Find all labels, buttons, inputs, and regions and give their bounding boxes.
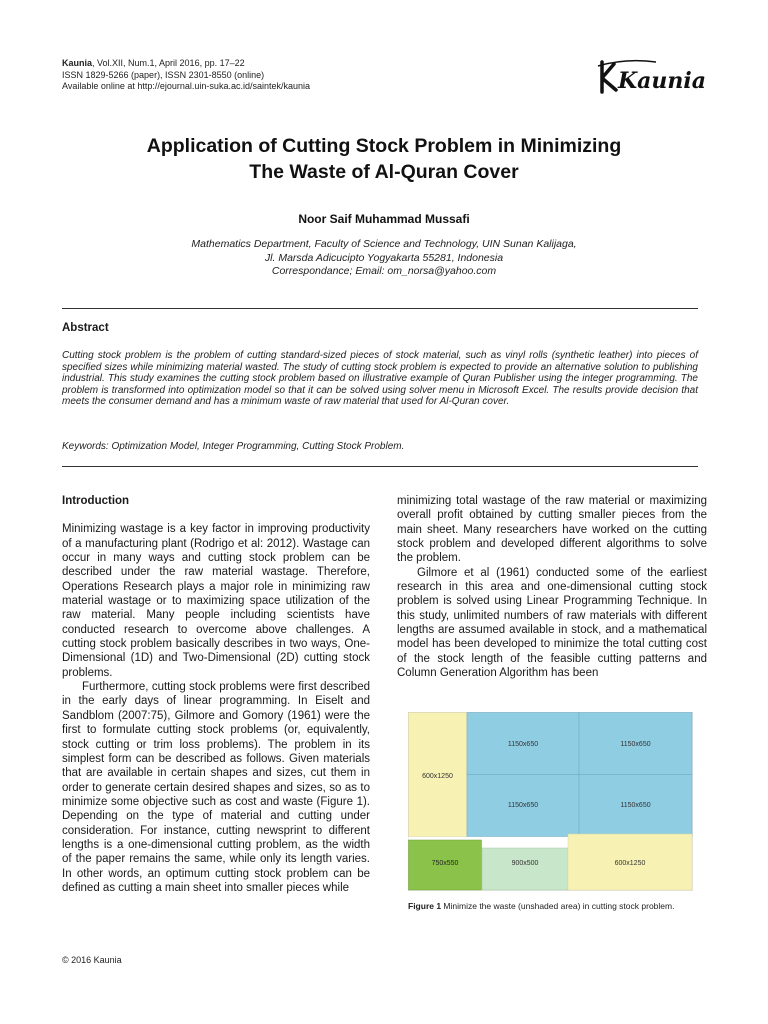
right-column bbox=[397, 494, 707, 680]
copyright-footer: © 2016 Kaunia bbox=[62, 955, 122, 965]
author-name: Noor Saif Muhammad Mussafi bbox=[298, 212, 470, 226]
journal-name: Kaunia bbox=[62, 58, 93, 68]
title-line-1: Application of Cutting Stock Problem in Minimizing bbox=[146, 135, 622, 157]
journal-header bbox=[62, 58, 310, 93]
abstract-text: Cutting stock problem is the problem of cutting standard-sized pieces of stock material, such as vinyl rolls (synthetic leather) into pieces of specified sizes while minimizing material wasted. The study of cutting stock problem is expected to provide an alternative solution to publishing industrial. This study examines the cutting stock problem based on illustrative example of Quran Publisher using the integer programming. The problem is transformed into optimization model so that it can be solved using solver menu in Microsoft Excel. The results provide decision that meets the consumer demand and has a minimum waste of raw material that used for Al-Quran cover. bbox=[62, 350, 698, 408]
abstract-heading: Abstract bbox=[62, 322, 109, 334]
left-column bbox=[62, 494, 370, 895]
piece-label-bottom-1: 750x550 bbox=[431, 860, 459, 867]
piece-bottom-2 bbox=[482, 848, 568, 890]
piece-label-mid-right: 1150x650 bbox=[620, 802, 651, 809]
divider-bottom bbox=[62, 466, 698, 467]
affiliation-line-3: Correspondance; Email: om_norsa@yahoo.com bbox=[271, 265, 497, 277]
piece-label-bottom-2: 900x500 bbox=[511, 860, 539, 867]
kaunia-logo bbox=[596, 56, 706, 96]
cutting-stock-figure bbox=[408, 712, 693, 891]
figure-caption bbox=[408, 901, 698, 912]
keywords: Keywords: Optimization Model, Integer Programming, Cutting Stock Problem. bbox=[62, 441, 405, 452]
intro-paragraph-3: minimizing total wastage of the raw material or maximizing overall profit obtained by cutting smaller pieces from the main sheet. Many researchers have worked on the cutting stock problem and developed different algorithms to solve the problem. bbox=[397, 495, 707, 565]
figure-caption-text: Minimize the waste (unshaded area) in cutting stock problem. bbox=[441, 901, 675, 911]
intro-paragraph-4: Gilmore et al (1961) conducted some of the earliest research in this area and one-dimensional cutting stock problem is solved using Linear Programming Technique. In this study, unlimited numbers of raw materials with different lengths are assumed available in stock, and a mathematical model has been developed to minimize the total cutting cost of the stock length of the feasible cutting patterns and Column Generation Algorithm has been bbox=[397, 566, 707, 680]
issn-line: ISSN 1829-5266 (paper), ISSN 2301-8550 (online) bbox=[62, 69, 265, 80]
figure-caption-label: Figure 1 bbox=[408, 901, 442, 911]
journal-citation bbox=[62, 58, 310, 70]
logo-text: Kaunia bbox=[618, 68, 706, 94]
intro-paragraph-1: Minimizing wastage is a key factor in improving productivity of a manufacturing plant (Rodrigo et al: 2012). Wastage can occur in many ways and cutting stock problem can be described under the raw material wastage. Therefore, Operations Research plays a major role in minimizing raw material wastage or to maximizing space utilization of the raw material. Many people including scientists have conducted research to overcome above challenges. A cutting stock problem basically describes in two ways, One-Dimensional (1D) and Two-Dimensional (2D) cutting stock problems. bbox=[62, 523, 370, 679]
piece-label-bottom-3: 600x1250 bbox=[614, 860, 646, 867]
title-line-2: The Waste of Al-Quran Cover bbox=[249, 161, 519, 183]
affiliation bbox=[40, 238, 728, 279]
paper-title bbox=[40, 133, 728, 185]
intro-paragraph-2: Furthermore, cutting stock problems were first described in the early days of linear programming. In Eiselt and Sandblom (2007:75), Gilmore and Gomory (1961) were the first to formulate cutting stock problems (or, equivalently, stock cutting or trim loss problems). The problem in its simplest form can be described as follows. Given materials that are available in certain shapes and sizes, cut them in order to generate certain desired shapes and sizes, so as to minimize some objective such as cost and waste (Figure 1). Depending on the type of material and cutting under consideration. For instance, cutting newsprint to different lengths is a one-dimensional cutting problem, as the width of the paper remains the same, while only its length varies. In other words, an optimum cutting stock problem can be defined as cutting a main sheet into smaller pieces while bbox=[62, 681, 370, 894]
available-online-line[interactable]: Available online at http://ejournal.uin-suka.ac.id/saintek/kaunia bbox=[62, 81, 310, 91]
introduction-heading: Introduction bbox=[62, 495, 130, 507]
piece-label-top-right: 1150x650 bbox=[620, 741, 651, 748]
affiliation-line-2: Jl. Marsda Adicucipto Yogyakarta 55281, Indonesia bbox=[264, 251, 504, 264]
divider-top bbox=[62, 308, 698, 309]
citation-details: , Vol.XII, Num.1, April 2016, pp. 17–22 bbox=[92, 58, 245, 68]
piece-label-left-tall: 600x1250 bbox=[422, 773, 453, 780]
affiliation-line-1: Mathematics Department, Faculty of Science and Technology, UIN Sunan Kalijaga, bbox=[191, 238, 577, 250]
piece-label-top-middle: 1150x650 bbox=[507, 741, 539, 748]
piece-label-mid-middle: 1150x650 bbox=[507, 802, 539, 809]
